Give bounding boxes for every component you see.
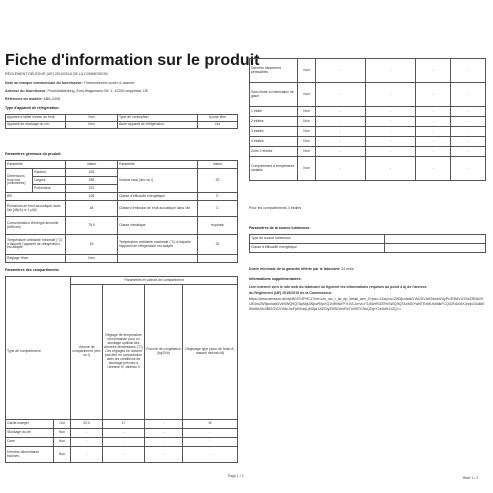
table-row [250, 147, 486, 157]
table-row [6, 438, 238, 447]
table-row [250, 117, 486, 127]
cell: Appareil à faible niveau de bruit: [6, 115, 66, 122]
cell: Non [298, 83, 316, 107]
table-row [6, 217, 238, 235]
cell: - [416, 137, 451, 147]
regulation: RÈGLEMENT DÉLÉGUÉ (UE) 2019/2016 DE LA COMMISSION [5, 72, 108, 76]
cell: 20,0 [71, 420, 103, 429]
info-link[interactable]: https://www.amazon.de/dp/B07D3P9C17/ref=cm_sw_r_tw_dp_detail_aex_0?psc=1&spLa=ZW5jcnlwdGVkUXVhbGlmaWVyPUE3MVJGNzZRNkVKUE4mZW5jcnlwdGVkSWQ9QTAyMjk3NjczR0pXQ1NRMkFFV1VLJmVuY3J5cHRlZEFkSWQ9QTAzMDYwNTEzMUk5MkFCQ0ZNU05XJndpZGdldE5hbWU9c3BfZGV0YWlsJmFjdGlvbj1jbGlja1JlZGlyZWN0JmRvTm90TG9nQ2xpY2s9dHJ1ZQ== [249, 297, 485, 312]
cell: - [316, 147, 366, 157]
cell: - [416, 127, 451, 137]
cell: - [416, 59, 451, 83]
table-row [250, 157, 486, 181]
cell: - [366, 117, 416, 127]
cell: Classe d'efficacité énergétique [250, 244, 385, 253]
cell: C [198, 201, 238, 217]
cell: Denrées alimentaires fraîches [6, 447, 54, 463]
cell: Type de conception: [118, 115, 198, 122]
cell: Sans étoile ou fabrication de glace [250, 83, 298, 107]
supplier-name-value: Thermoelectric cooler & warmer [83, 81, 135, 85]
cell: - [316, 83, 366, 107]
cell: - [416, 157, 451, 181]
cell: - [366, 59, 416, 83]
appliance-type-heading: Type d'appareil de réfrigération: [5, 106, 60, 110]
table-row [6, 193, 238, 201]
cell: - [451, 147, 486, 157]
header-cell: Paramètres et valeurs de compartiment [71, 277, 238, 285]
header-cell: Valeur [66, 161, 118, 169]
table-header [6, 277, 238, 285]
cell: - [145, 429, 183, 438]
cell: 17 [103, 420, 145, 429]
cell: 32 [198, 235, 238, 255]
header-cell: Type de compartiment [6, 285, 71, 420]
info-heading: Informations supplémentaires: [249, 277, 302, 281]
cell: Dimensions hors tout (millimètres) [6, 169, 33, 193]
cell: 16 [66, 235, 118, 255]
cell: - [451, 107, 486, 117]
sheet-ref: Blatt: 1 / 2 [463, 476, 479, 480]
cell: Appareil de stockage du vin: [6, 122, 66, 129]
table-row [6, 255, 238, 263]
cell: - [451, 59, 486, 83]
cell: - [71, 429, 103, 438]
cell: - [183, 429, 238, 438]
cell: Hauteur [33, 169, 66, 177]
cell: Non [298, 59, 316, 83]
cell: 108 [66, 193, 118, 201]
cell: Classe d'efficacité énergétique [118, 193, 198, 201]
cell: - [366, 137, 416, 147]
table-row [250, 244, 486, 253]
cell: 4 étoiles [250, 137, 298, 147]
table-row [6, 420, 238, 429]
table-row [250, 107, 486, 117]
header-cell: Réglage de température recommandé pour un stockage optimal des denrées alimentaires (°C) Ces réglages ne doivent pas être en contradiction avec les conditions de stockage prévues à l'annexe IV, tableau 3 [103, 285, 145, 420]
cell: - [145, 438, 183, 447]
freeze-note: Pour les compartiments 4 étoiles [249, 206, 302, 210]
cell: Non [66, 255, 118, 263]
cell [198, 255, 238, 263]
cell: - [451, 157, 486, 181]
header-cell [6, 277, 71, 285]
compartments-heading: Paramètres des compartiments: [5, 268, 60, 272]
table-row [6, 429, 238, 438]
header-cell: Pouvoir de congélation (kg/24h) [145, 285, 183, 420]
header-cell: Paramètre [6, 161, 66, 169]
supplier-address-value: Produktabteilung, Emil-Wagemann-Str. 1, 42283 wuppertal, DE [47, 89, 149, 93]
info-text-2-bold: du Règlement (UE) 2019/2019 de la Commission: [249, 291, 333, 295]
cell: 75,0 [66, 217, 118, 235]
cell: Compartiment à température variable [250, 157, 298, 181]
cell: - [451, 127, 486, 137]
model-ref-value: ABA-24X8 [43, 97, 61, 101]
cell: Denrées hautement périssables [250, 59, 298, 83]
light-source-table [249, 234, 486, 253]
cell: Émissions de bruit acoustique dans l'air [dB(A) re 1 pW] [6, 201, 66, 217]
page-title: Fiche d'information sur le produit [5, 52, 260, 69]
supplier-name-label: Nom ou marque commerciale du fournisseur: [5, 81, 83, 85]
cell [385, 235, 486, 244]
cell: Oui [198, 122, 238, 129]
appliance-row [6, 115, 238, 122]
cell: 3 étoiles [250, 127, 298, 137]
cell: - [451, 117, 486, 127]
cell: - [316, 59, 366, 83]
compartments-continued-table [249, 58, 486, 181]
cell: - [103, 429, 145, 438]
cell: IEE [6, 193, 66, 201]
cell: Stockage du vin [6, 429, 54, 438]
cell: - [145, 420, 183, 429]
cell: - [366, 147, 416, 157]
header-cell: Paramètre [118, 161, 198, 169]
cell: - [451, 83, 486, 107]
cell: Non [298, 127, 316, 137]
warranty-value: 24 mois [341, 267, 354, 271]
cell: Largeur [33, 177, 66, 185]
cell: - [183, 447, 238, 463]
cell: - [316, 127, 366, 137]
cell: Température ambiante maximale (°C) à laquelle l'appareil de réfrigération est adapté [118, 235, 198, 255]
cell: - [145, 447, 183, 463]
cell: 48 [66, 201, 118, 217]
cell: tropicale [198, 217, 238, 235]
table-header [6, 285, 238, 420]
cell: - [366, 157, 416, 181]
table-row [6, 169, 238, 177]
info-text-1-bold: Lien internet vers le site web du fabricant où figurent les informations requises au point 4 a) de l'annexe [249, 285, 427, 289]
table-row [250, 59, 486, 83]
cell: Non [66, 115, 118, 122]
cell: - [316, 107, 366, 117]
cell: - [71, 447, 103, 463]
cell: - [416, 117, 451, 127]
cell: - [316, 117, 366, 127]
cell: Non [54, 429, 71, 438]
cell: Non [54, 447, 71, 463]
cell: 426 [66, 169, 118, 177]
header-cell: Dégivrage type (auto-de frost=A, manuel defrost=M) [183, 285, 238, 420]
cell: - [316, 137, 366, 147]
table-row [250, 83, 486, 107]
cell: - [103, 438, 145, 447]
cell: Non [298, 137, 316, 147]
cell: - [71, 438, 103, 447]
cell: M [183, 420, 238, 429]
cell: à pose libre [198, 115, 238, 122]
cell: - [316, 157, 366, 181]
cell: - [366, 107, 416, 117]
cell: Zone 2 étoiles [250, 147, 298, 157]
cell: Classe climatique [118, 217, 198, 235]
table-row [250, 235, 486, 244]
cell: 1 étoile [250, 107, 298, 117]
appliance-type-table [5, 114, 238, 129]
cell: - [416, 147, 451, 157]
cell: Non [54, 438, 71, 447]
header-cell: Volume de compartiment (dm³ ou l) [71, 285, 103, 420]
table-row [250, 137, 486, 147]
model-ref-label: Référence du modèle: [5, 97, 43, 101]
cell: Type de source lumineuse [250, 235, 385, 244]
model-ref-row [5, 97, 60, 101]
cell: Non [298, 107, 316, 117]
cell: - [416, 107, 451, 117]
cell: Non [66, 122, 118, 129]
cell: Volume total (dm³ ou l) [118, 169, 198, 193]
appliance-row [6, 122, 238, 129]
cell: Température ambiante minimale (°C) à laquelle l'appareil de réfrigération est adapté [6, 235, 66, 255]
table-row [6, 235, 238, 255]
warranty-label: Durée minimale de la garantie offerte par le fabricant: [249, 267, 341, 271]
cell: E [198, 193, 238, 201]
cell [118, 255, 198, 263]
cell: Non [298, 147, 316, 157]
cell: Non [298, 157, 316, 181]
cell: - [416, 83, 451, 107]
warranty-row [249, 267, 354, 271]
compartments-table [5, 276, 238, 463]
cell: 237 [66, 185, 118, 193]
cell: Cave [6, 438, 54, 447]
light-heading: Paramètres de la source lumineuse: [249, 226, 311, 230]
header-cell: Valeur [198, 161, 238, 169]
cell: Garde-manger [6, 420, 54, 429]
cell: 2 étoiles [250, 117, 298, 127]
table-row [6, 447, 238, 463]
general-params-table [5, 160, 238, 263]
table-row [6, 201, 238, 217]
cell: - [183, 438, 238, 447]
cell: Autre appareil de réfrigération: [118, 122, 198, 129]
cell: Oui [54, 420, 71, 429]
cell: 20 [198, 169, 238, 193]
info-text-2 [249, 291, 332, 295]
info-text-1 [249, 285, 427, 289]
supplier-address-row [5, 89, 148, 93]
cell: - [366, 127, 416, 137]
supplier-name-row [5, 81, 135, 85]
general-heading: Paramètres généraux du produit: [5, 152, 62, 156]
cell: - [366, 83, 416, 107]
cell: - [451, 137, 486, 147]
cell: Profondeur [33, 185, 66, 193]
table-row [250, 127, 486, 137]
table-header [6, 161, 238, 169]
cell [385, 244, 486, 253]
cell: Classe d'émission de bruit acoustique dans l'air [118, 201, 198, 217]
cell: Réglage Hiver [6, 255, 66, 263]
cell: - [103, 447, 145, 463]
cell: 398 [66, 177, 118, 185]
page-number: Page 1 / 2 [228, 474, 244, 478]
supplier-address-label: Adresse du fournisseur: [5, 89, 47, 93]
cell: Non [298, 117, 316, 127]
cell: Consommation d'énergie annuelle (kWh/an) [6, 217, 66, 235]
